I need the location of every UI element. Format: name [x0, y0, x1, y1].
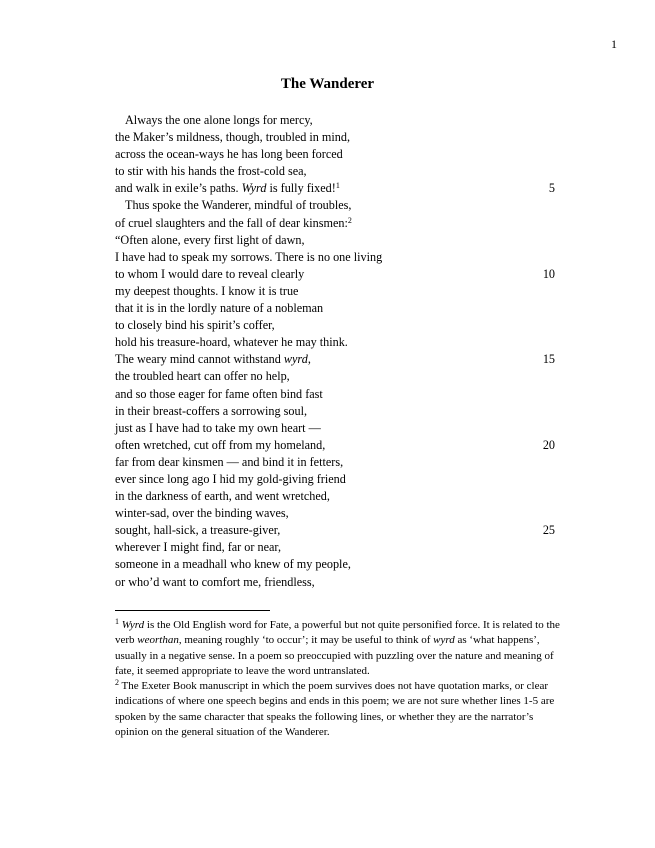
poem-line-text [115, 233, 305, 247]
poem-line-text [115, 164, 307, 178]
poem-line [115, 471, 555, 488]
footnote-marker: 2 [115, 678, 119, 688]
poem-line [115, 180, 555, 197]
text-run: and so those eager for fame often bind fast [115, 386, 323, 401]
line-number: 15 [542, 352, 555, 367]
poem-line [115, 317, 555, 334]
poem-line-text [115, 540, 281, 554]
poem-line-text [115, 438, 325, 452]
italic-term: Wyrd [121, 619, 145, 631]
text-run: in the darkness of earth, and went wretched, [115, 489, 330, 504]
poem-line-text [115, 472, 346, 486]
poem-line [115, 249, 555, 266]
poem-line [115, 146, 555, 163]
poem-line [115, 197, 555, 214]
text-run: the Maker’s mildness, though, troubled in mind, [115, 130, 351, 145]
poem-line [115, 437, 555, 454]
poem-line [115, 505, 555, 522]
text-run: The Exeter Book manuscript in which the poem survives does not have quotation marks, or clear indications of where one speech begins and ends in this poem; we are not sure whether lines 1-5 are spoken by the same character that speaks the following lines, or whether they are the narrator’s opinion on the general situation of the Wanderer. [115, 680, 555, 739]
poem-line [115, 112, 555, 129]
poem-line [115, 300, 555, 317]
poem-line [115, 334, 555, 351]
poem-line [115, 351, 555, 368]
poem-line-text [115, 318, 275, 332]
text-run: to stir with his hands the frost-cold sea, [115, 164, 307, 179]
text-run: I have had to speak my sorrows. There is no one living [115, 249, 383, 264]
poem-line [115, 420, 555, 437]
text-run: and walk in exile’s paths. [115, 181, 242, 196]
poem-line-text [115, 284, 298, 298]
text-run: of cruel slaughters and the fall of dear kinsmen: [115, 215, 348, 230]
italic-term: wyrd [433, 634, 455, 647]
text-run: as ‘what happens’, usually in a negative sense. In a poem so preoccupied with puzzling over the nature and meaning of fate, it seemed appropriate to leave the word untranslated. [115, 634, 554, 677]
poem-line-text [115, 369, 290, 383]
text-run: in their breast-coffers a sorrowing soul, [115, 403, 308, 418]
text-run: across the ocean-ways he has long been forced [115, 147, 343, 162]
poem-line [115, 488, 555, 505]
text-run: or who’d want to comfort me, friendless, [115, 574, 315, 589]
text-run: Always the one alone longs for mercy, [125, 113, 313, 127]
text-run: ever since long ago I hid my gold-giving friend [115, 471, 346, 486]
poem-line-text [115, 421, 321, 435]
poem-line-text [115, 575, 315, 589]
text-run: Thus spoke the Wanderer, mindful of troubles, [125, 198, 352, 213]
poem-title: The Wanderer [280, 76, 375, 92]
text-run: that it is in the lordly nature of a nobleman [115, 301, 324, 316]
line-number: 20 [542, 437, 555, 452]
poem-line [115, 386, 555, 403]
poem-line [115, 368, 555, 385]
text-run: The weary mind cannot withstand [115, 352, 284, 367]
text-run: someone in a meadhall who knew of my people, [115, 557, 351, 572]
poem-line [115, 574, 555, 591]
text-run: is fully fixed! [266, 181, 336, 196]
poem-line-text [115, 198, 351, 212]
poem-line-text [115, 352, 311, 366]
footnote-marker: 1 [115, 617, 119, 626]
poem-body [115, 112, 555, 591]
poem-line-text [115, 130, 350, 144]
italic-term: weorthan [137, 634, 179, 647]
text-run: the troubled heart can offer no help, [115, 369, 290, 384]
text-run: “Often alone, every first light of dawn, [115, 232, 305, 247]
line-number: 10 [542, 266, 555, 281]
poem-line-text [115, 523, 280, 537]
poem-line-text [115, 489, 330, 503]
poem-line [115, 215, 555, 232]
poem-line-text [115, 387, 323, 401]
italic-term: wyrd [283, 352, 308, 367]
poem-line [115, 129, 555, 146]
text-run: winter-sad, over the binding waves, [115, 506, 289, 521]
text-run: wherever I might find, far or near, [115, 540, 282, 555]
poem-line-text [115, 267, 304, 281]
text-run: to whom I would dare to reveal clearly [115, 266, 305, 281]
poem-line-text [115, 216, 352, 230]
poem-line [115, 403, 555, 420]
poem-line [115, 163, 555, 180]
text-run: , [307, 352, 311, 367]
poem-line-text [115, 506, 289, 520]
text-run: hold his treasure-hoard, whatever he may think. [115, 335, 348, 350]
text-run: sought, hall-sick, a treasure-giver, [115, 523, 281, 538]
text-run: to closely bind his spirit’s coffer, [115, 318, 275, 333]
poem-line-text [115, 404, 307, 418]
poem-line-text [115, 557, 351, 571]
poem-line-text [115, 455, 343, 469]
poem-line-text [115, 113, 313, 127]
footnotes [115, 618, 565, 740]
footnote-2 [115, 679, 565, 740]
poem-line [115, 283, 555, 300]
page-number: 1 [611, 37, 617, 51]
text-run: far from dear kinsmen — and bind it in fetters, [115, 454, 344, 469]
poem-line-text [115, 181, 340, 195]
poem-line-text [115, 250, 382, 264]
text-run: is the Old English word for Fate, a powerful but not quite personified force. It is related to the verb [115, 619, 560, 647]
footnote-marker: 1 [335, 181, 340, 191]
footnote-1 [115, 618, 565, 679]
line-number: 25 [542, 523, 555, 538]
poem-line [115, 454, 555, 471]
text-run: just as I have had to take my own heart — [115, 420, 321, 435]
poem-line [115, 522, 555, 539]
poem-line-text [115, 301, 323, 315]
text-run: , meaning roughly ‘to occur’; it may be useful to think of [178, 634, 434, 647]
footnote-marker: 2 [347, 215, 352, 225]
text-run: my deepest thoughts. I know it is true [115, 283, 299, 298]
poem-line [115, 266, 555, 283]
text-run: often wretched, cut off from my homeland, [115, 437, 326, 452]
poem-line-text [115, 335, 348, 349]
italic-term: Wyrd [241, 181, 267, 196]
footnote-separator [115, 610, 270, 611]
poem-line [115, 232, 555, 249]
line-number: 5 [548, 181, 555, 196]
poem-line [115, 556, 555, 573]
poem-line [115, 539, 555, 556]
poem-line-text [115, 147, 343, 161]
